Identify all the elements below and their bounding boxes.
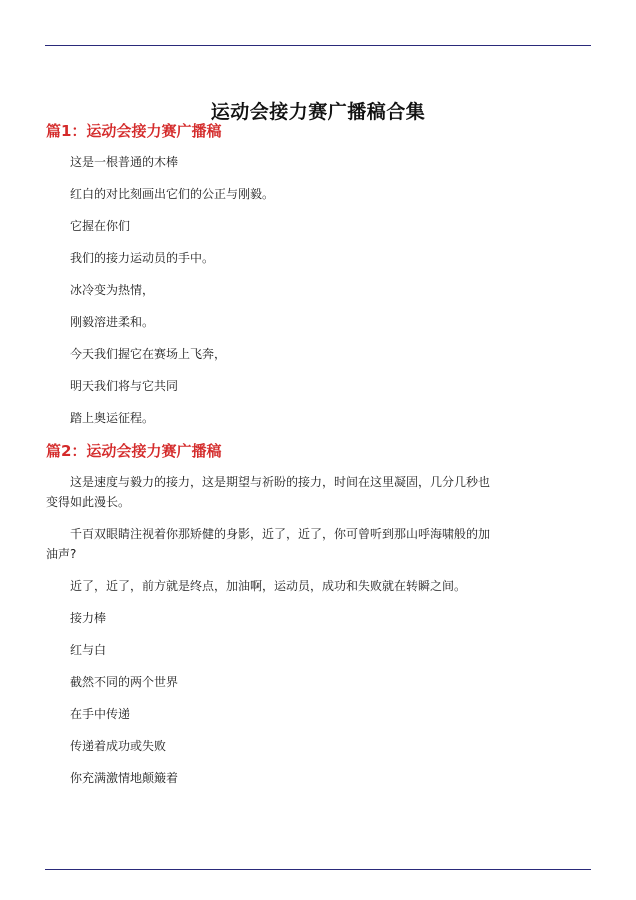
paragraph: 今天我们握它在赛场上飞奔， bbox=[70, 347, 227, 361]
section-heading: 篇1：运动会接力赛广播稿 bbox=[46, 122, 222, 140]
paragraph: 接力棒 bbox=[70, 611, 107, 625]
paragraph: 红与白 bbox=[70, 643, 107, 657]
section-1 bbox=[46, 120, 498, 428]
paragraph: 冰冷变为热情， bbox=[70, 283, 155, 297]
paragraph: 它握在你们 bbox=[70, 219, 131, 233]
footer-rule bbox=[45, 869, 591, 870]
paragraph: 踏上奥运征程。 bbox=[70, 411, 155, 425]
paragraph: 千百双眼睛注视着你那矫健的身影，近了，近了，你可曾听到那山呼海啸般的加油声? bbox=[46, 527, 491, 561]
paragraph: 刚毅溶进柔和。 bbox=[70, 315, 155, 329]
paragraph: 这是速度与毅力的接力，这是期望与祈盼的接力，时间在这里凝固，几分几秒也变得如此漫长。 bbox=[46, 475, 491, 509]
header-rule bbox=[45, 45, 591, 46]
paragraph: 你充满激情地颠簸着 bbox=[70, 771, 179, 785]
paragraph: 明天我们将与它共同 bbox=[70, 379, 179, 393]
document-body bbox=[46, 120, 498, 800]
paragraph: 近了，近了，前方就是终点，加油啊，运动员，成功和失败就在转瞬之间。 bbox=[70, 579, 467, 593]
paragraph: 传递着成功或失败 bbox=[70, 739, 167, 753]
paragraph: 截然不同的两个世界 bbox=[70, 675, 179, 689]
paragraph: 我们的接力运动员的手中。 bbox=[70, 251, 215, 265]
document-title: 运动会接力赛广播稿合集 bbox=[210, 100, 426, 123]
section-2 bbox=[46, 440, 498, 788]
paragraph: 红白的对比刻画出它们的公正与刚毅。 bbox=[70, 187, 275, 201]
paragraph: 这是一根普通的木棒 bbox=[70, 155, 179, 169]
section-heading: 篇2：运动会接力赛广播稿 bbox=[46, 442, 222, 460]
paragraph: 在手中传递 bbox=[70, 707, 131, 721]
